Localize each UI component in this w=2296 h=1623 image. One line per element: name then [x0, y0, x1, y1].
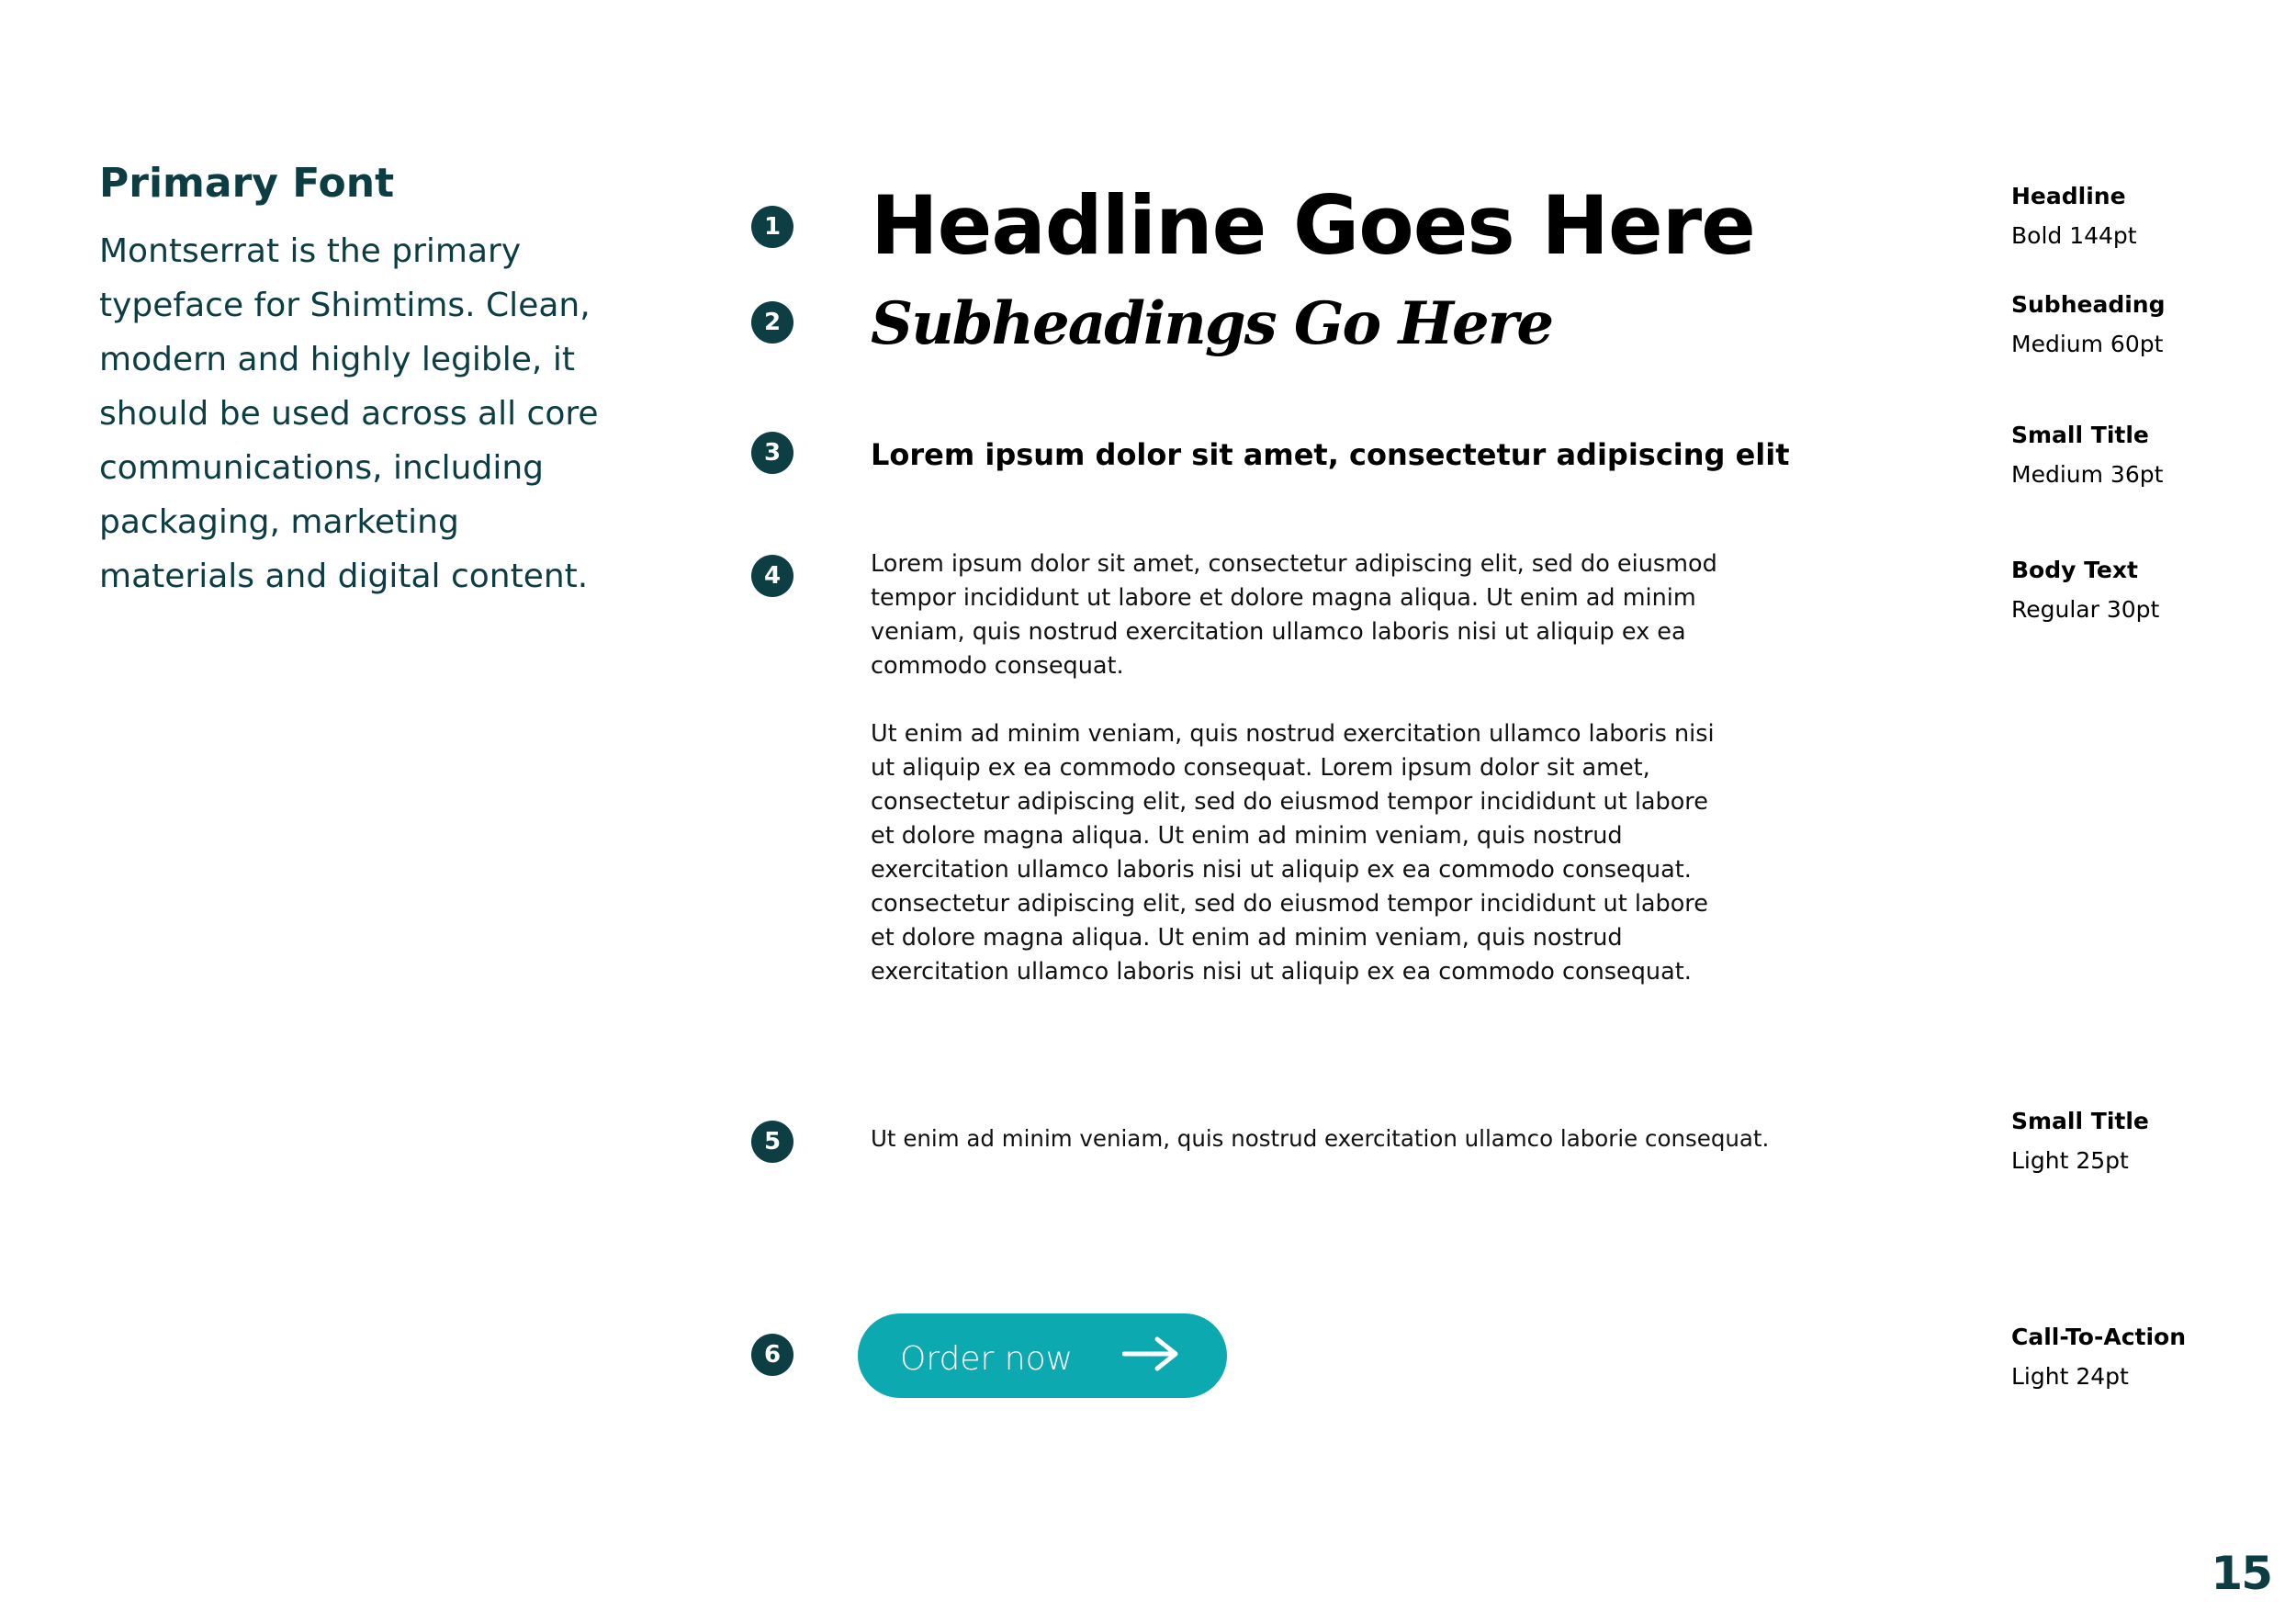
spec-detail: Medium 36pt [2011, 461, 2164, 488]
spec-detail: Medium 60pt [2011, 331, 2164, 357]
spec-small-title [2011, 419, 2287, 491]
number-marker-4: 4 [751, 555, 793, 597]
spec-detail: Bold 144pt [2011, 222, 2137, 249]
spec-body-text [2011, 554, 2287, 626]
page-number: 15 [2211, 1547, 2271, 1600]
spec-small-title-light [2011, 1105, 2287, 1178]
spec-detail: Regular 30pt [2011, 596, 2160, 623]
spec-detail: Light 25pt [2011, 1147, 2129, 1174]
intro-description: Montserrat is the primary typeface for Shimtims. Clean, modern and highly legible, it should be used across all core communications, including packaging, marketing materials and digital content. [99, 232, 599, 595]
intro-section [99, 158, 613, 603]
spec-detail: Light 24pt [2011, 1363, 2129, 1390]
spec-name: Subheading [2011, 291, 2166, 318]
body-paragraph-1: Lorem ipsum dolor sit amet, consectetur adipiscing elit, sed do eiusmod tempor incididunt ut labore et dolore magna aliqua. Ut enim ad minim veniam, quis nostrud exercitation ullamco laboris nisi ut aliquip ex ea commodo consequat. [871, 550, 1717, 680]
spec-name: Call-To-Action [2011, 1324, 2187, 1350]
spec-name: Small Title [2011, 1108, 2149, 1134]
headline-sample: Headline Goes Here [871, 178, 1755, 273]
arrow-right-icon [1122, 1336, 1179, 1372]
order-now-label: Order now [900, 1340, 1074, 1378]
small-title-sample: Lorem ipsum dolor sit amet, consectetur adipiscing elit [871, 437, 1790, 472]
number-marker-1: 1 [751, 206, 793, 248]
spec-name: Body Text [2011, 557, 2138, 583]
spec-name: Small Title [2011, 422, 2149, 448]
number-marker-6: 6 [751, 1334, 793, 1376]
intro-title: Primary Font [99, 160, 395, 207]
spec-subheading [2011, 288, 2287, 361]
number-marker-3: 3 [751, 432, 793, 474]
body-text-sample [871, 547, 1725, 989]
body-paragraph-2: Ut enim ad minim veniam, quis nostrud exercitation ullamco laboris nisi ut aliquip ex ea commodo consequat. Lorem ipsum dolor sit amet, consectetur adipiscing elit, sed do eiusmod tempor incididunt ut labore et dolore magna aliqua. Ut enim ad minim veniam, quis nostrud exercitation ullamco laboris nisi ut aliquip ex ea commodo consequat. consectetur adipiscing elit, sed do eiusmod tempor incididunt ut labore et dolore magna aliqua. Ut enim ad minim veniam, quis nostrud exercitation ullamco laboris nisi ut aliquip ex ea commodo consequat. [871, 720, 1715, 986]
small-light-sample: Ut enim ad minim veniam, quis nostrud exercitation ullamco laborie consequat. [871, 1125, 1770, 1152]
subheading-sample: Subheadings Go Here [871, 289, 1553, 358]
order-now-button[interactable] [858, 1313, 1227, 1398]
spec-call-to-action [2011, 1321, 2287, 1393]
number-marker-2: 2 [751, 301, 793, 344]
number-marker-5: 5 [751, 1121, 793, 1163]
spec-headline [2011, 180, 2287, 253]
spec-name: Headline [2011, 183, 2126, 209]
